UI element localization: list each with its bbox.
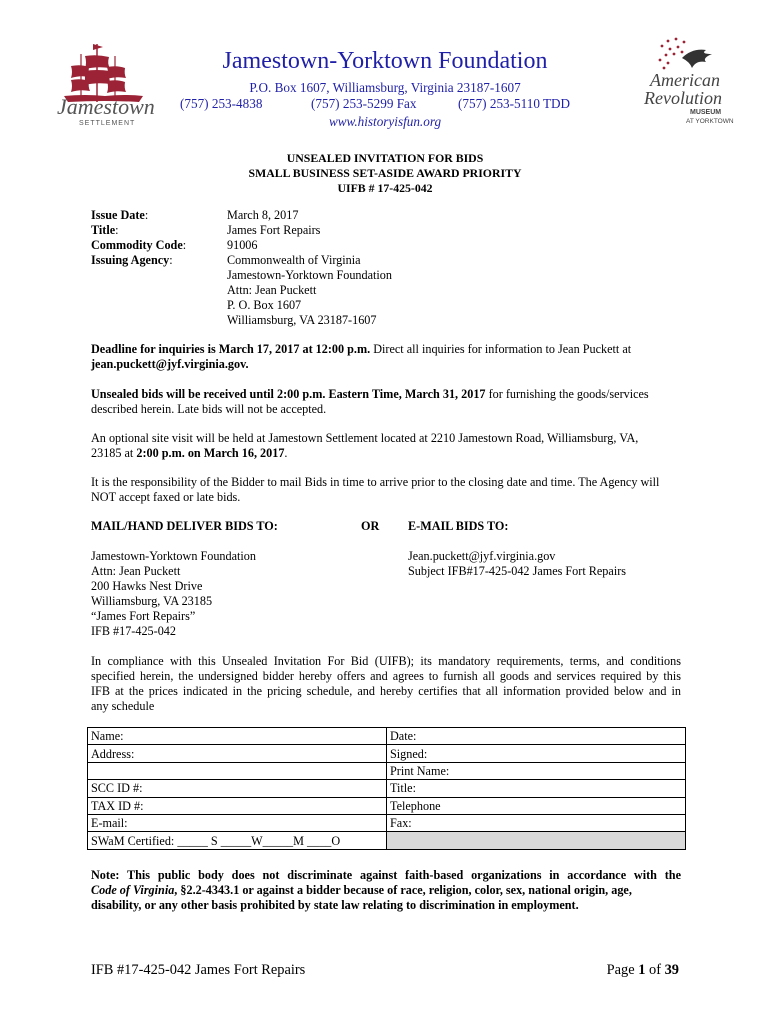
inquiries-paragraph (91, 342, 681, 372)
commodity-code-label: Commodity Code (91, 238, 183, 252)
nondiscrimination-note (91, 868, 681, 913)
org-address: P.O. Box 1607, Williamsburg, Virginia 23187-1607 (249, 80, 521, 95)
table-row (88, 797, 686, 814)
swam-certified-field[interactable]: SWaM Certified: _____ S _____W_____M ____O (88, 832, 387, 849)
tax-id-field[interactable]: TAX ID #: (88, 797, 387, 814)
or-label: OR (361, 519, 380, 533)
details-labels: Issue Date: Title: Commodity Code: Issuing Agency: (91, 208, 187, 267)
mail-heading: MAIL/HAND DELIVER BIDS TO: (91, 519, 278, 533)
address-line2-field[interactable] (88, 762, 387, 779)
compliance-line: any schedule (91, 699, 155, 713)
agency-line: Jamestown-Yorktown Foundation (227, 268, 392, 282)
phone-main: (757) 253-4838 (180, 96, 263, 111)
mail-line: Williamsburg, VA 23185 (91, 594, 213, 608)
email-address-block (408, 549, 626, 579)
signed-field[interactable]: Signed: (387, 745, 686, 762)
email-subject: Subject IFB#17-425-042 James Fort Repairs (408, 564, 627, 578)
email-heading: E-MAIL BIDS TO: (408, 519, 509, 533)
inquiries-email[interactable]: jean.puckett@jyf.virginia.gov. (91, 357, 249, 371)
jamestown-logo-script: Jamestown (57, 94, 155, 119)
bids-text2: described herein. Late bids will not be accepted. (91, 402, 327, 416)
responsibility-line1: It is the responsibility of the Bidder to mail Bids in time to arrive prior to the closing date and time. The Agency will (91, 475, 660, 489)
bids-deadline: Unsealed bids will be received until 2:00 p.m. Eastern Time, March 31, 2017 (91, 387, 486, 401)
details-values (227, 208, 392, 328)
inquiries-text: Direct all inquiries for information to Jean Puckett at (370, 342, 632, 356)
responsibility-paragraph (91, 475, 681, 505)
note-line3: disability, or any other basis prohibited by state law relating to discrimination in employment. (91, 898, 579, 912)
email-address[interactable]: Jean.puckett@jyf.virginia.gov (408, 549, 556, 563)
phone-fax: (757) 253-5299 Fax (311, 96, 417, 111)
phone-tdd: (757) 253-5110 TDD (458, 96, 571, 111)
table-row (88, 814, 686, 831)
title-field[interactable]: Title: (387, 780, 686, 797)
footer-page-number: Page 1 of 39 (606, 962, 679, 978)
mail-line: IFB #17-425-042 (91, 624, 176, 638)
issuing-agency-value: Commonwealth of Virginia (227, 253, 361, 267)
shaded-cell (387, 832, 686, 849)
mail-address-block (91, 549, 256, 639)
bidder-info-table (87, 727, 686, 850)
note-code-virginia: Code of Virginia (91, 883, 175, 897)
commodity-code-value: 91006 (227, 238, 258, 252)
site-visit-text2: 23185 at (91, 446, 137, 460)
address-field[interactable]: Address: (88, 745, 387, 762)
table-row (88, 832, 686, 849)
museum-logo-text: MUSEUM (690, 109, 722, 116)
title-value: James Fort Repairs (227, 223, 321, 237)
doc-title-line3: UIFB # 17-425-042 (337, 181, 433, 195)
responsibility-line2: NOT accept faxed or late bids. (91, 490, 241, 504)
yorktown-logo-text: AT YORKTOWN (686, 118, 734, 125)
website-link[interactable]: www.historyisfun.org (328, 114, 442, 129)
site-visit-text3: . (284, 446, 288, 460)
date-field[interactable]: Date: (387, 728, 686, 745)
issue-date-value: March 8, 2017 (227, 208, 299, 222)
print-name-field[interactable]: Print Name: (387, 762, 686, 779)
mail-line: “James Fort Repairs” (91, 609, 196, 623)
mail-line: Attn: Jean Puckett (91, 564, 181, 578)
bids-text1: for furnishing the goods/services (485, 387, 649, 401)
note-line1: Note: This public body does not discriminate against faith-based organizations in accordance with the (91, 868, 681, 882)
footer-ifb: IFB #17-425-042 James Fort Repairs (91, 962, 306, 978)
table-row (88, 745, 686, 762)
revolution-logo-script: Revolution (644, 88, 722, 108)
mail-line: Jamestown-Yorktown Foundation (91, 549, 256, 563)
agency-line: Attn: Jean Puckett (227, 283, 317, 297)
doc-title-line2: SMALL BUSINESS SET-ASIDE AWARD PRIORITY (248, 166, 522, 180)
issue-date-label: Issue Date (91, 208, 145, 222)
org-name: Jamestown-Yorktown Foundation (222, 48, 548, 74)
settlement-logo-text: SETTLEMENT (79, 120, 136, 127)
site-visit-time: 2:00 p.m. on March 16, 2017 (136, 446, 285, 460)
agency-line: P. O. Box 1607 (227, 298, 302, 312)
table-row (88, 780, 686, 797)
american-logo-script: American (650, 70, 720, 90)
title-label: Title (91, 223, 116, 237)
doc-title-line1: UNSEALED INVITATION FOR BIDS (286, 151, 484, 165)
compliance-line: In compliance with this Unsealed Invitation For Bid (UIFB); its mandatory requirements, terms, and conditions (91, 654, 681, 668)
site-visit-paragraph (91, 431, 681, 461)
inquiries-deadline: Deadline for inquiries is March 17, 2017 at 12:00 p.m. (91, 342, 371, 356)
agency-line: Williamsburg, VA 23187-1607 (227, 313, 377, 327)
mail-line: 200 Hawks Nest Drive (91, 579, 203, 593)
compliance-paragraph (91, 654, 681, 714)
issuing-agency-label: Issuing Agency (91, 253, 170, 267)
name-field[interactable]: Name: (88, 728, 387, 745)
compliance-line: specified herein, the undersigned bidder hereby offers and agrees to furnish all goods and services required by this (91, 669, 681, 683)
scc-id-field[interactable]: SCC ID #: (88, 780, 387, 797)
compliance-line: IFB at the prices indicated in the pricing schedule, and hereby certifies that all information provided below and in (91, 684, 681, 698)
table-row (88, 762, 686, 779)
table-row (88, 728, 686, 745)
telephone-field[interactable]: Telephone (387, 797, 686, 814)
site-visit-text1: An optional site visit will be held at Jamestown Settlement located at 2210 Jamestown Road, Williamsburg, VA, (91, 431, 639, 445)
fax-field[interactable]: Fax: (387, 814, 686, 831)
note-line2: , §2.2-4343.1 or against a bidder because of race, religion, color, sex, national origin, age, (174, 883, 632, 897)
email-field[interactable]: E-mail: (88, 814, 387, 831)
bids-received-paragraph (91, 387, 681, 417)
